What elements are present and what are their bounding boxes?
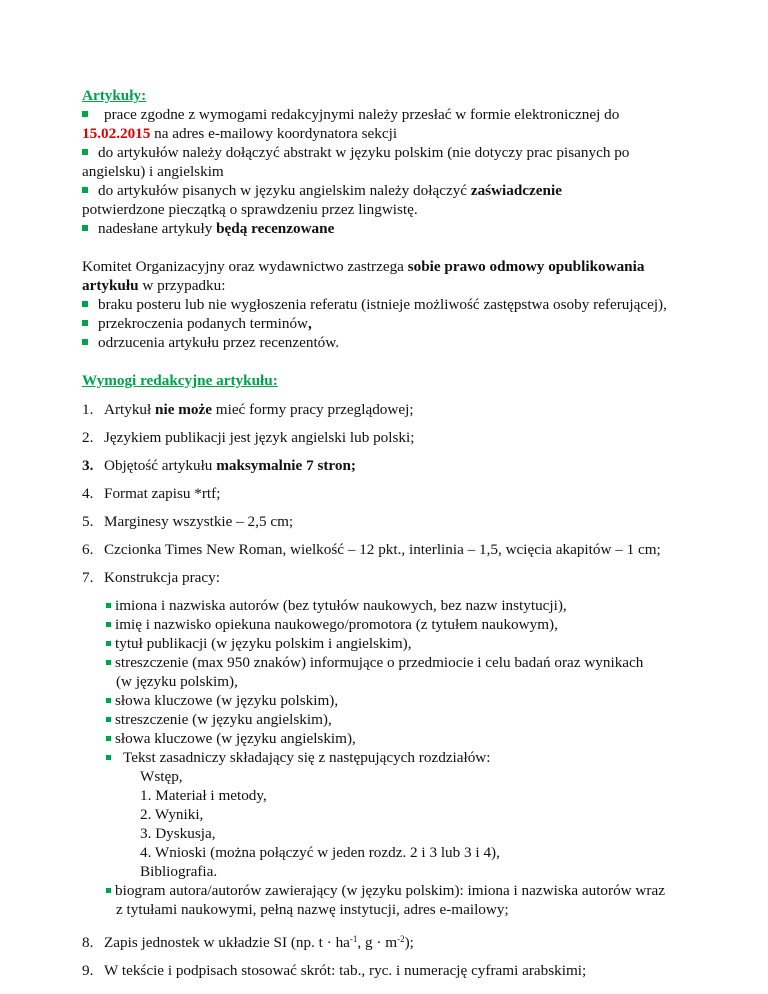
- green-square-bullet-icon: [106, 755, 111, 760]
- articles-heading: Artykuły:: [82, 87, 147, 104]
- requirement-7: 7. Konstrukcja pracy:: [82, 569, 220, 586]
- committee-section: Komitet Organizacyjny oraz wydawnictwo zastrzega sobie prawo odmowy opublikowania artykułu w przypadku: braku posteru lub nie wygłoszenia referatu (istnieje możliwość zastępstwa osoby referującej), przekroczenia podanych terminów, odrzucenia artykułu przez recenzentów.: [82, 257, 702, 352]
- articles-bullet-2: do artykułów należy dołączyć abstrakt w języku polskim (nie dotyczy prac pisanych po: [82, 143, 702, 162]
- green-square-bullet-icon: [106, 888, 111, 893]
- green-square-bullet-icon: [106, 603, 111, 608]
- construction-item: imię i nazwisko opiekuna naukowego/promotora (z tytułem naukowym),: [106, 615, 702, 634]
- construction-item: słowa kluczowe (w języku polskim),: [106, 691, 702, 710]
- green-square-bullet-icon: [82, 149, 88, 155]
- green-square-bullet-icon: [106, 641, 111, 646]
- chapter-item: Bibliografia.: [140, 863, 218, 880]
- requirement-1: 1. Artykuł nie może mieć formy pracy przeglądowej;: [82, 401, 414, 418]
- chapter-item: 2. Wyniki,: [140, 806, 204, 823]
- construction-item: imiona i nazwiska autorów (bez tytułów naukowych, bez nazw instytucji),: [106, 596, 702, 615]
- committee-item-3: odrzucenia artykułu przez recenzentów.: [82, 333, 702, 352]
- requirements-list: [82, 400, 702, 980]
- requirement-2: 2. Językiem publikacji jest język angielski lub polski;: [82, 429, 415, 446]
- requirements-section: [82, 371, 702, 980]
- committee-item-2: przekroczenia podanych terminów,: [82, 314, 702, 333]
- committee-item-1: braku posteru lub nie wygłoszenia referatu (istnieje możliwość zastępstwa osoby referującej),: [82, 295, 702, 314]
- construction-item: streszczenie (max 950 znaków) informujące o przedmiocie i celu badań oraz wynikach: [106, 653, 702, 672]
- requirement-8: 8. Zapis jednostek w układzie SI (np. $t \cdot ha^{-1}$, $g \cdot m^{-2}$);: [82, 934, 414, 951]
- chapter-item: Wstęp,: [140, 768, 183, 785]
- requirement-3: 3. Objętość artykułu maksymalnie 7 stron;: [82, 457, 356, 474]
- chapter-item: 3. Dyskusja,: [140, 825, 216, 842]
- green-square-bullet-icon: [82, 320, 88, 326]
- construction-item: streszczenie (w języku angielskim),: [106, 710, 702, 729]
- requirement-6: 6. Czcionka Times New Roman, wielkość – 12 pkt., interlinia – 1,5, wcięcia akapitów – 1 cm;: [82, 541, 661, 558]
- green-square-bullet-icon: [106, 736, 111, 741]
- articles-bullet-3: do artykułów pisanych w języku angielskim należy dołączyć zaświadczenie: [82, 181, 702, 200]
- construction-list: imiona i nazwiska autorów (bez tytułów naukowych, bez nazw instytucji), imię i nazwisko opiekuna naukowego/promotora (z tytułem naukowym), tytuł publikacji (w języku polskim i angielskim), streszczenie (max 950 znaków) informujące o przedmiocie i celu badań oraz wynikach (w języku polskim), słowa kluczowe (w języku polskim), streszczenie (w języku angielskim), słowa kluczowe (w języku angielskim), Tekst zasadniczy składający się z następujących rozdziałów: Wstęp, 1. Materiał i metody, 2. Wyniki, 3. Dyskusja, 4. Wnioski (można połączyć w jeden rozdz. 2 i 3 lub 3 i 4), Bibliografia. biogram autora/autorów zawierający (w języku polskim): imiona i nazwiska autorów wraz z tytułami naukowymi, pełną nazwę instytucji, adres e-mailowy;: [106, 596, 702, 919]
- requirement-9: 9. W tekście i podpisach stosować skrót: tab., ryc. i numerację cyframi arabskimi;: [82, 962, 587, 979]
- articles-bullet-1: prace zgodne z wymogami redakcyjnymi należy przesłać w formie elektronicznej do: [82, 105, 702, 124]
- green-square-bullet-icon: [106, 622, 111, 627]
- articles-section: Artykuły: prace zgodne z wymogami redakcyjnymi należy przesłać w formie elektronicznej do 15.02.2015 na adres e-mailowy koordynatora sekcji do artykułów należy dołączyć abstrakt w języku polskim (nie dotyczy prac pisanych po angielsku) i angielskim do artykułów pisanych w języku angielskim należy dołączyć zaświadczenie potwierdzone pieczątką o sprawdzeniu przez lingwistę. nadesłane artykuły będą recenzowane: [82, 86, 702, 238]
- articles-bullet-4: nadesłane artykuły będą recenzowane: [82, 219, 702, 238]
- green-square-bullet-icon: [106, 660, 111, 665]
- chapter-item: 1. Materiał i metody,: [140, 787, 267, 804]
- green-square-bullet-icon: [82, 339, 88, 345]
- construction-item: tytuł publikacji (w języku polskim i angielskim),: [106, 634, 702, 653]
- green-square-bullet-icon: [82, 301, 88, 307]
- green-square-bullet-icon: [82, 111, 88, 117]
- green-square-bullet-icon: [106, 717, 111, 722]
- green-square-bullet-icon: [82, 225, 88, 231]
- construction-item: Tekst zasadniczy składający się z następujących rozdziałów:: [106, 748, 702, 767]
- construction-item: słowa kluczowe (w języku angielskim),: [106, 729, 702, 748]
- green-square-bullet-icon: [106, 698, 111, 703]
- chapter-item: 4. Wnioski (można połączyć w jeden rozdz. 2 i 3 lub 3 i 4),: [140, 844, 500, 861]
- green-square-bullet-icon: [82, 187, 88, 193]
- requirement-4: 4. Format zapisu *rtf;: [82, 485, 221, 502]
- requirement-5: 5. Marginesy wszystkie – 2,5 cm;: [82, 513, 294, 530]
- document-page: [82, 86, 702, 989]
- construction-item: biogram autora/autorów zawierający (w języku polskim): imiona i nazwiska autorów wraz: [106, 881, 702, 900]
- requirements-heading: Wymogi redakcyjne artykułu:: [82, 372, 278, 389]
- deadline-date: 15.02.2015: [82, 125, 151, 142]
